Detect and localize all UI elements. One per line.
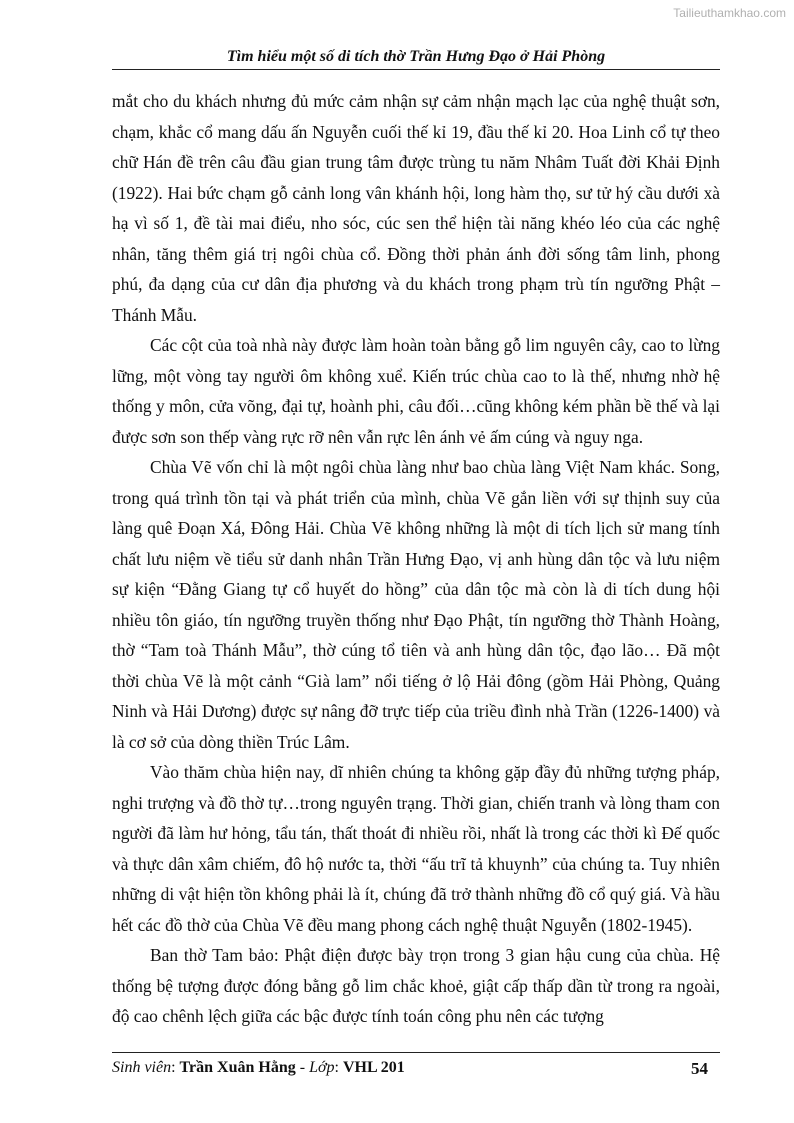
student-label: Sinh viên [112,1059,172,1076]
watermark: Tailieuthamkhao.com [673,6,786,20]
paragraph: mắt cho du khách nhưng đủ mức cảm nhận sự cảm nhận mạch lạc của nghệ thuật sơn, chạm, khắc cổ mang dấu ấn Nguyễn cuối thế kỉ 19, đầu thế kỉ 20. Hoa Linh cổ tự theo chữ Hán đề trên câu đầu gian trung tâm được trùng tu năm Nhâm Tuất đời Khải Định (1922). Hai bức chạm gỗ cảnh long vân khánh hội, long hàm thọ, sư tử hý cầu dưới xà hạ vì số 1, đề tài mai điểu, nho sóc, cúc sen thể hiện tài năng khéo léo của các nghệ nhân, tăng thêm giá trị ngôi chùa cổ. Đồng thời phản ánh đời sống tâm linh, phong phú, đa dạng của cư dân địa phương và du khách trong phạm trù tín ngưỡng Phật – Thánh Mẫu. [112,91,720,325]
class-label: Lớp [309,1059,335,1076]
class-value: VHL 201 [342,1059,405,1076]
student-name: Trần Xuân Hằng [179,1059,296,1076]
header-divider [112,69,720,70]
paragraph: Vào thăm chùa hiện nay, dĩ nhiên chúng ta không gặp đầy đủ những tượng pháp, nghi trượng và đồ thờ tự…trong nguyên trạng. Thời gian, chiến tranh và lòng tham con người đã làm hư hỏng, tẩu tán, thất thoát đi nhiều rồi, nhất là trong các thời kì Đế quốc và thực dân xâm chiếm, đô hộ nước ta, thời “ấu trĩ tả khuynh” của chúng ta. Tuy nhiên những di vật hiện tồn không phải là ít, chúng đã trở thành những đồ cổ quý giá. Và hầu hết các đồ thờ của Chùa Vẽ đều mang phong cách nghệ thuật Nguyễn (1802-1945). [112,762,720,935]
paragraph: Chùa Vẽ vốn chỉ là một ngôi chùa làng như bao chùa làng Việt Nam khác. Song, trong quá trình tồn tại và phát triển của mình, chùa Vẽ gắn liền với sự thịnh suy của làng quê Đoạn Xá, Đông Hải. Chùa Vẽ không những là một di tích lịch sử mang tính chất lưu niệm về tiểu sử danh nhân Trần Hưng Đạo, vị anh hùng dân tộc và lưu niệm sự kiện “Đằng Giang tự cổ huyết do hồng” của dân tộc mà còn là di tích dung hội nhiều tôn giáo, tín ngưỡng truyền thống như Đạo Phật, tín ngưỡng thờ Thành Hoàng, thờ “Tam toà Thánh Mẫu”, thờ cúng tổ tiên và anh hùng dân tộc, đạo lão… Đã một thời chùa Vẽ là một cảnh “Già lam” nổi tiếng ở lộ Hải đông (gồm Hải Phòng, Quảng Ninh và Hải Dương) được sự nâng đỡ trực tiếp của triều đình nhà Trần (1226-1400) và là cơ sở của dòng thiền Trúc Lâm. [112,457,720,752]
running-header-title: Tìm hiểu một số di tích thờ Trần Hưng Đạo ở Hải Phòng [226,48,606,65]
paragraph: Các cột của toà nhà này được làm hoàn toàn bằng gỗ lim nguyên cây, cao to lừng lững, một vòng tay người ôm không xuể. Kiến trúc chùa cao to là thế, nhưng nhờ hệ thống y môn, cửa võng, đại tự, hoành phi, câu đối…cũng không kém phần bề thế và lại được sơn son thếp vàng rực rỡ nên vẫn rực lên ánh vẻ ấm cúng và nguy nga. [112,335,720,447]
paragraph: Ban thờ Tam bảo: Phật điện được bày trọn trong 3 gian hậu cung của chùa. Hệ thống bệ tượng được đóng bằng gỗ lim chắc khoẻ, giật cấp thấp dần từ trong ra ngoài, độ cao chênh lệch giữa các bậc được tính toán công phu nên các tượng [112,945,720,1026]
page-body [112,86,720,1032]
page-footer: Sinh viên: Trần Xuân Hằng - Lớp: VHL 201 54 [112,1059,708,1078]
page-number: 54 [691,1059,708,1078]
footer-divider [112,1052,720,1053]
